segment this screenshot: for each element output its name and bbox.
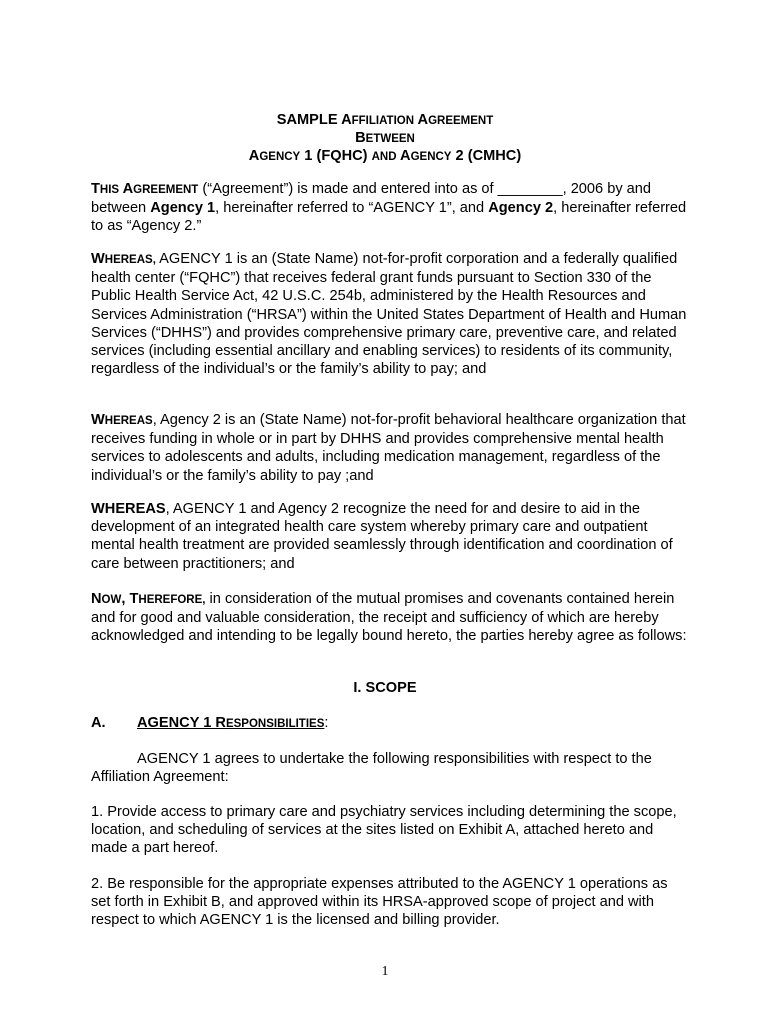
paragraph-lead: W	[91, 251, 105, 267]
paragraph-text: , Agency 2 is an (State Name) not-for-profit behavioral healthcare organization that receives funding in whole or in part by DHHS and provides comprehensive mental health services to adolescents and adults, including medication management, regardless of the individual’s or the family’s ability to pay ;and	[91, 412, 686, 484]
whereas-paragraph-3	[91, 500, 691, 573]
paragraph-text: (“Agreement”) is made and entered into as of ________, 2006 by and between	[91, 181, 652, 217]
title-text: FFILIATION	[351, 115, 415, 127]
agency1-intro-paragraph	[91, 750, 691, 786]
document-title-line-2	[0, 129, 770, 148]
whereas-paragraph-2	[91, 411, 691, 485]
whereas-paragraph-1	[91, 250, 691, 378]
title-text: 1 (FQHC)	[300, 148, 372, 164]
paragraph-text: , hereinafter referred to as “Agency 2.”	[91, 200, 687, 235]
paragraph-lead: W	[91, 412, 105, 428]
subsection-colon: :	[324, 715, 329, 731]
title-text: A	[414, 112, 429, 128]
paragraph-lead: HIS	[99, 184, 120, 196]
document-title-line-1	[0, 111, 770, 130]
paragraph-text: , hereinafter referred to “AGENCY 1”, and	[215, 200, 489, 217]
list-item-text: 1. Provide access to primary care and psychiatry services including determining the scope, location, and scheduling of services at the sites listed on Exhibit A, attached hereto and made a part hereof.	[91, 804, 677, 857]
subsection-title	[137, 715, 324, 731]
paragraph-text: , AGENCY 1 and Agency 2 recognize the need for and desire to aid in the development of an integrated health care system whereby primary care and outpatient mental health treatment are provided seamlessly through identification and coordination of care between practitioners; and	[91, 501, 673, 572]
paragraph-lead: HEREAS,	[104, 254, 156, 266]
paragraph-lead: GREEMENT	[133, 184, 199, 196]
subsection-letter: A.	[91, 715, 106, 731]
title-text: 2 (CMHC)	[451, 148, 522, 164]
title-text: ETWEEN	[365, 133, 415, 145]
section-heading-scope: I. SCOPE	[353, 680, 417, 696]
paragraph-lead: HEREAS	[104, 415, 153, 427]
paragraph-lead: N	[91, 591, 102, 607]
list-item-1	[91, 803, 691, 858]
list-item-text: 2. Be responsible for the appropriate expenses attributed to the AGENCY 1 operations as set forth in Exhibit B, and approved within its HRSA-approved scope of project and with respect to which AGENCY 1 is the licensed and billing provider.	[91, 876, 668, 929]
page-number: 1	[381, 964, 389, 979]
intro-paragraph	[91, 180, 691, 236]
title-text: GREEMENT	[428, 115, 494, 127]
paragraph-text: in consideration of the mutual promises and covenants contained herein and for good and valuable consideration, the receipt and sufficiency of which are hereby acknowledged and intending to be legally bound hereto, the parties hereby agree as follows:	[91, 591, 687, 645]
now-therefore-paragraph	[91, 590, 691, 646]
subsection-heading-agency1	[91, 714, 691, 733]
title-text: GENCY	[259, 151, 301, 163]
subsection-title-text: ESPONSIBILITIES	[225, 718, 325, 730]
paragraph-lead: OW	[101, 594, 122, 606]
paragraph-text: AGENCY 1 is an (State Name) not-for-profit corporation and a federally qualified health center (“FQHC”) that receives federal grant funds pursuant to Section 330 of the Public Health Service Act, 42 U.S.C. 254b, administered by the Health Resources and Services Administration (“HRSA”) within the United States Department of Health and Human Services (“DHHS”) and provides comprehensive primary care, preventive care, and related services (including essential ancillary and enabling services) to residents of its community, regardless of the individual’s or the family’s ability to pay; and	[91, 251, 687, 378]
title-text: SAMPLE A	[276, 112, 352, 128]
party-name: Agency 1	[150, 200, 216, 217]
title-text: GENCY	[410, 151, 452, 163]
paragraph-text: AGENCY 1 agrees to undertake the following responsibilities with respect to the Affiliation Agreement:	[91, 751, 652, 786]
paragraph-lead: A	[119, 181, 134, 197]
party-name: Agency 2	[488, 200, 554, 217]
title-text: A	[248, 148, 260, 164]
paragraph-lead: , T	[121, 591, 139, 607]
title-text: A	[396, 148, 411, 164]
title-text: AND	[371, 151, 397, 163]
paragraph-lead: WHEREAS	[91, 501, 166, 517]
list-item-2	[91, 875, 691, 930]
document-title-line-3	[0, 147, 770, 166]
title-text: B	[355, 130, 366, 146]
paragraph-lead: T	[91, 181, 100, 197]
paragraph-lead: HEREFORE,	[138, 594, 206, 606]
subsection-title-text: AGENCY 1 R	[137, 715, 226, 731]
